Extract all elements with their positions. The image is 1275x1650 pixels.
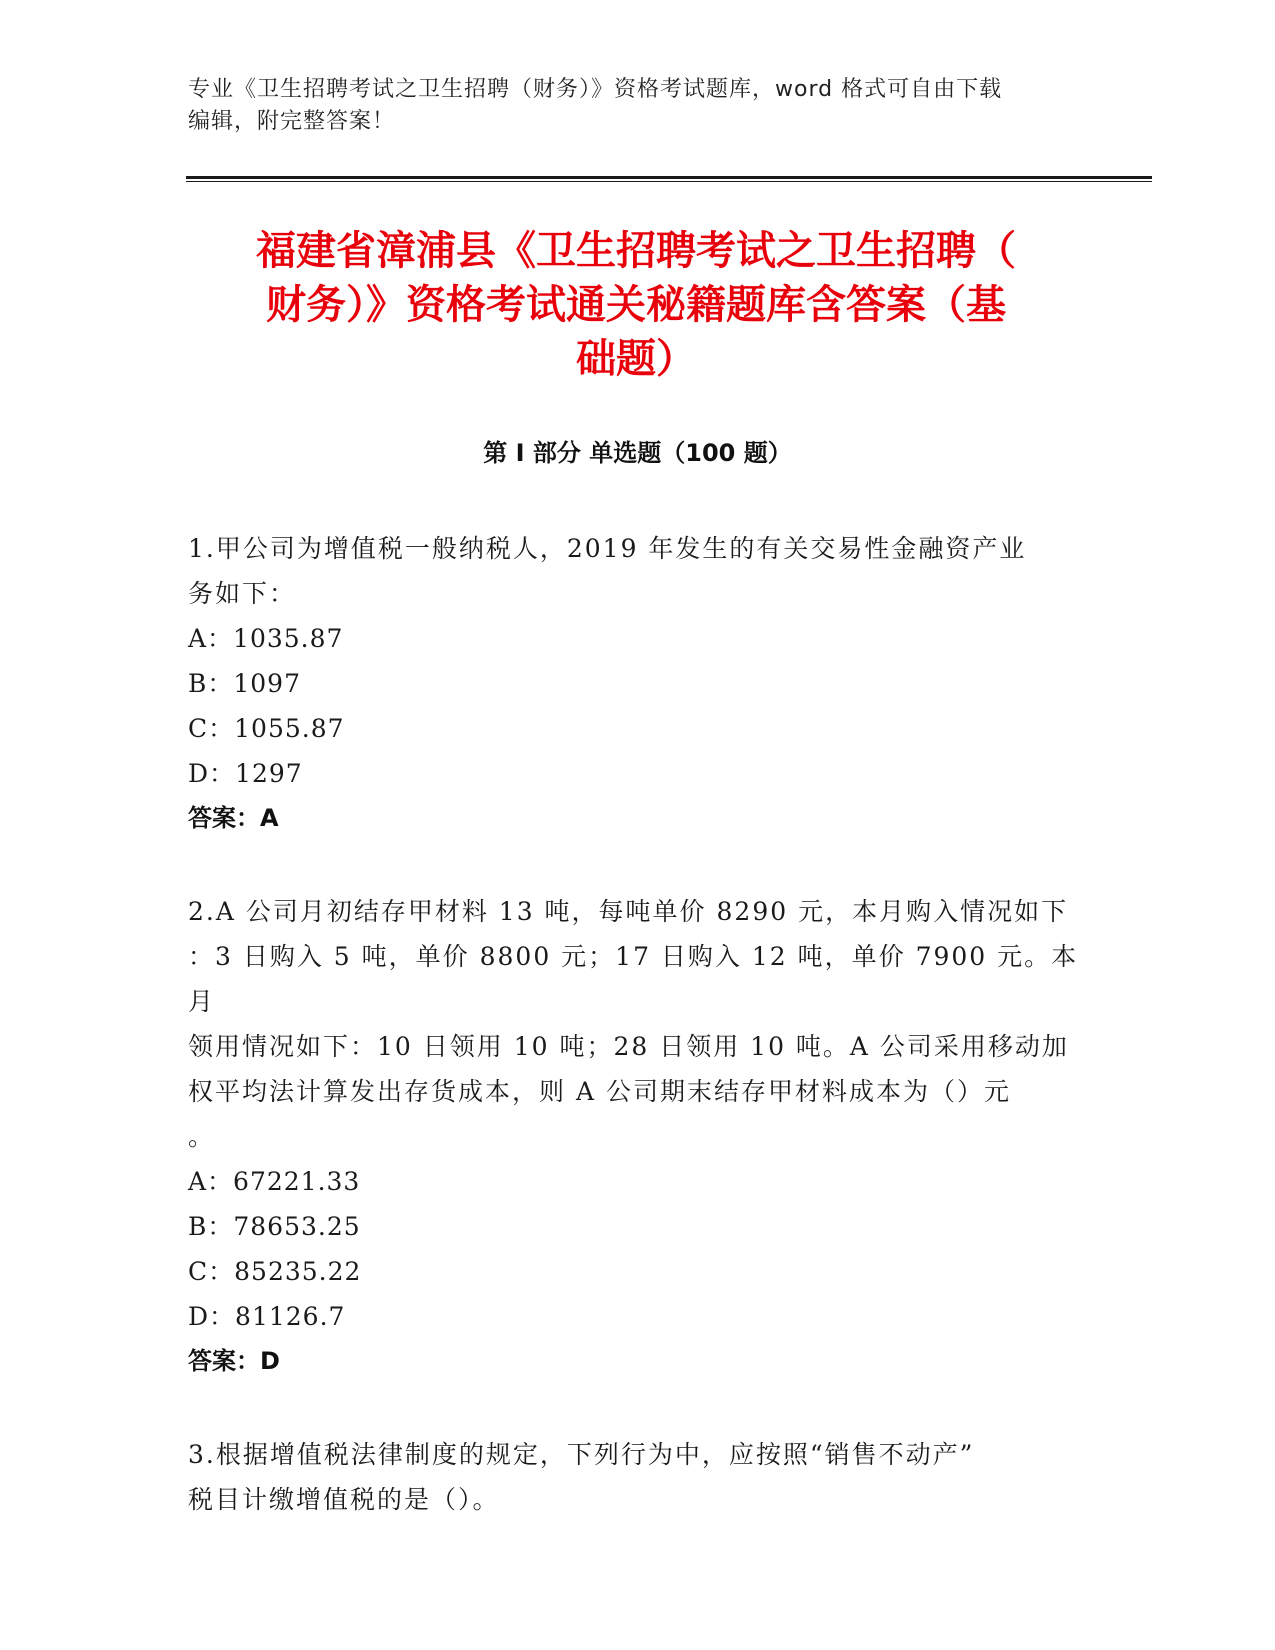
question-3: [188, 1432, 1088, 1522]
question-1-stem-line: 1.甲公司为增值税一般纳税人，2019 年发生的有关交易性金融资产业: [188, 534, 1027, 563]
question-3-stem-line: 3.根据增值税法律制度的规定，下列行为中，应按照“销售不动产”: [188, 1440, 975, 1469]
header-divider-thin: [186, 181, 1152, 182]
question-1-answer: 答案：A: [188, 804, 279, 832]
section-heading: 第 I 部分 单选题（100 题）: [483, 439, 792, 467]
document-title-line-1: 福建省漳浦县《卫生招聘考试之卫生招聘（: [256, 228, 1016, 274]
question-list: [188, 526, 1088, 1570]
question-1: [188, 526, 1088, 841]
question-2-stem-line: 。: [188, 1122, 216, 1151]
question-2-option-b: B：78653.25: [188, 1212, 361, 1241]
question-3-stem-line: 税目计缴增值税的是（）。: [188, 1485, 500, 1514]
question-2-option-a: A：67221.33: [188, 1167, 361, 1196]
document-title-line-2: 财务）》资格考试通关秘籍题库含答案（基: [266, 282, 1006, 328]
question-2-option-c: C：85235.22: [188, 1257, 362, 1286]
question-1-stem-line: 务如下：: [188, 579, 297, 608]
question-1-option-a: A：1035.87: [188, 624, 344, 653]
question-1-option-c: C：1055.87: [188, 714, 345, 743]
question-2-stem-line: ：3 日购入 5 吨，单价 8800 元；17 日购入 12 吨，单价 7900 元。本月: [188, 942, 1079, 1016]
question-2-stem-line: 2.A 公司月初结存甲材料 13 吨，每吨单价 8290 元，本月购入情况如下: [188, 897, 1069, 926]
header-note-line-2: 编辑，附完整答案！: [188, 109, 396, 134]
question-2-answer: 答案：D: [188, 1347, 280, 1375]
header-divider-thick: [186, 176, 1152, 179]
question-1-option-d: D：1297: [188, 759, 303, 788]
question-2-stem-line: 领用情况如下：10 日领用 10 吨；28 日领用 10 吨。A 公司采用移动加: [188, 1032, 1069, 1061]
question-2: [188, 889, 1088, 1384]
header-note-line-1: 专业《卫生招聘考试之卫生招聘（财务）》资格考试题库，word 格式可自由下载: [188, 77, 1003, 102]
document-title: [188, 224, 1084, 386]
question-1-option-b: B：1097: [188, 669, 301, 698]
document-title-line-3: 础题）: [576, 336, 696, 382]
question-2-option-d: D：81126.7: [188, 1302, 346, 1331]
question-2-stem-line: 权平均法计算发出存货成本，则 A 公司期末结存甲材料成本为（）元: [188, 1077, 1011, 1106]
header-note: [188, 74, 1088, 138]
